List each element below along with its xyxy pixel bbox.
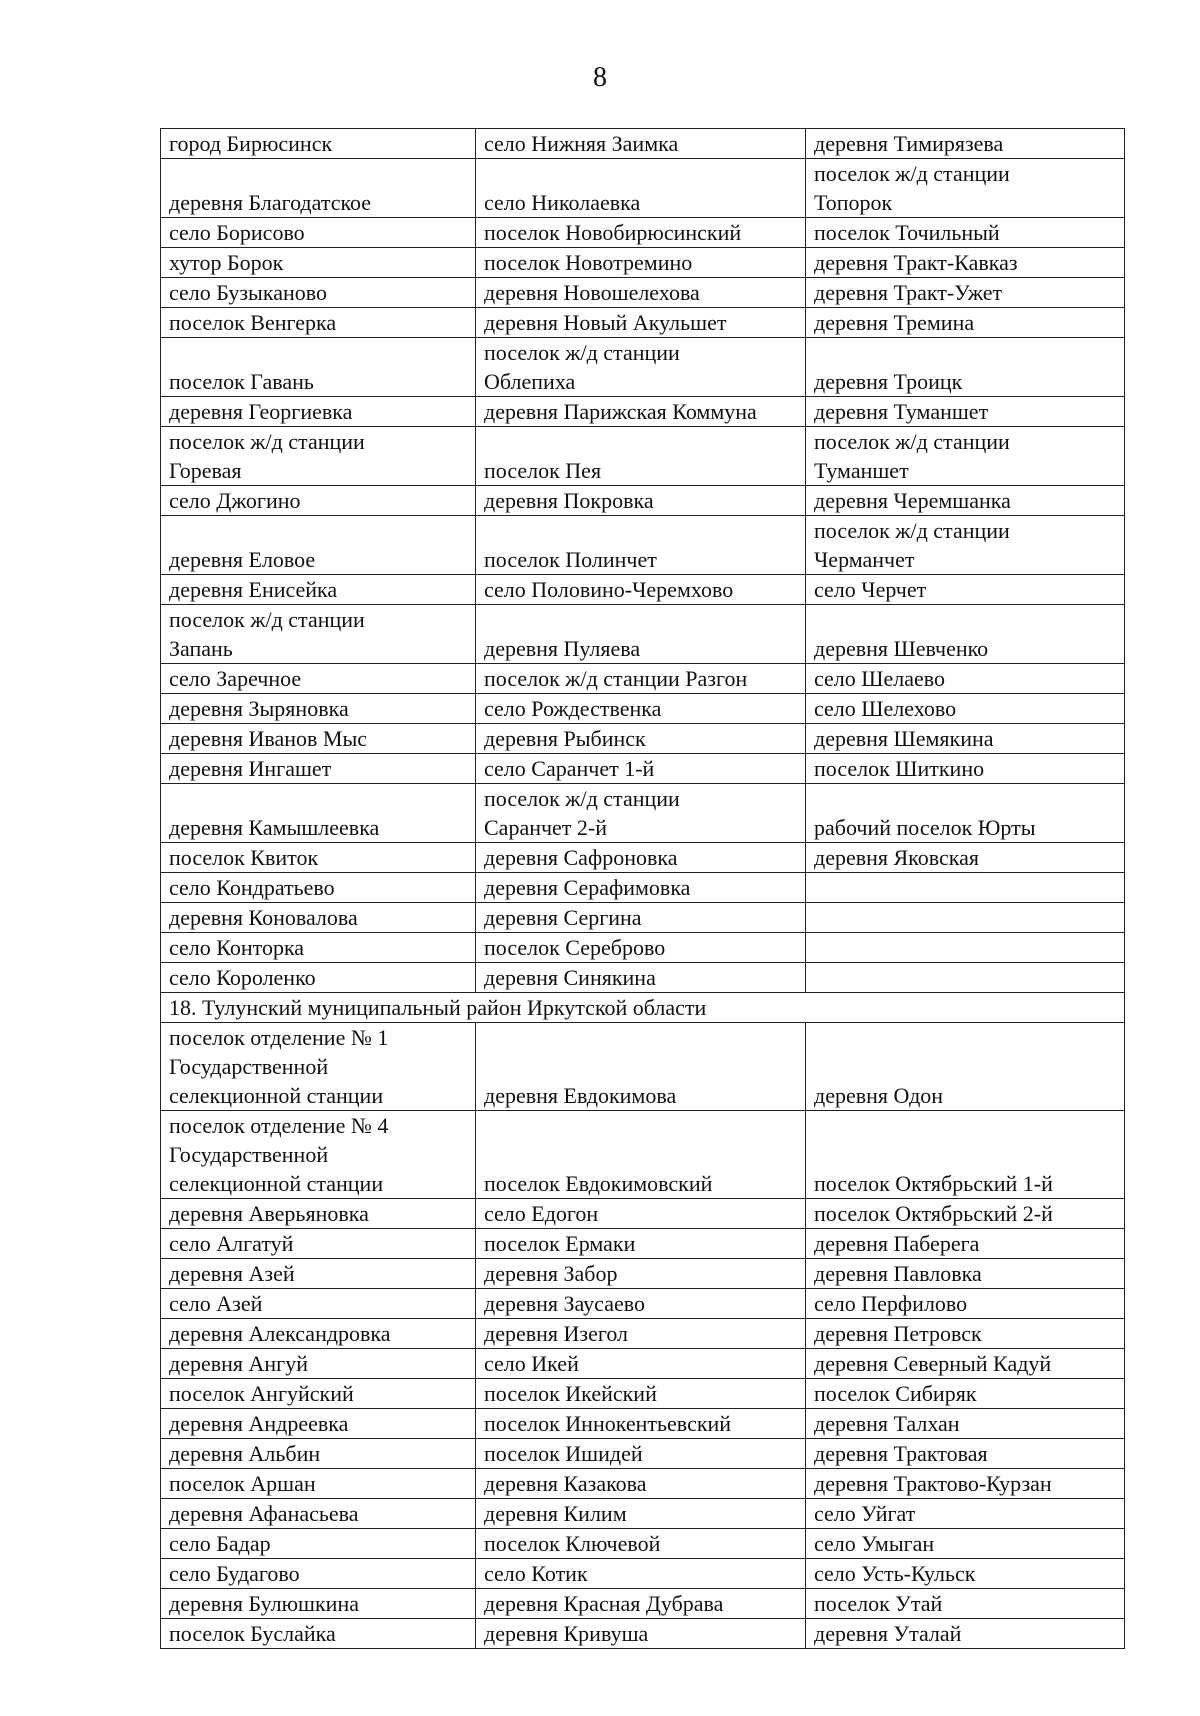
table-cell: село Половино-Черемхово <box>476 575 806 605</box>
table-row <box>161 1023 1125 1111</box>
table-cell: деревня Тракт-Ужет <box>806 278 1125 308</box>
table-cell: село Уйгат <box>806 1499 1125 1529</box>
table-cell: поселок Новотремино <box>476 248 806 278</box>
table-cell <box>806 903 1125 933</box>
table-cell: село Борисово <box>161 218 476 248</box>
table-cell: поселок Точильный <box>806 218 1125 248</box>
table-row <box>161 1379 1125 1409</box>
table-cell: поселок Венгерка <box>161 308 476 338</box>
table-cell: деревня Серафимовка <box>476 873 806 903</box>
table-cell: деревня Одон <box>806 1023 1125 1111</box>
table-cell: деревня Синякина <box>476 963 806 993</box>
table-row <box>161 1229 1125 1259</box>
table-row <box>161 694 1125 724</box>
table-cell: деревня Талхан <box>806 1409 1125 1439</box>
table-cell: деревня Камышлеевка <box>161 784 476 843</box>
table-cell: село Рождественка <box>476 694 806 724</box>
table-cell: поселок Аршан <box>161 1469 476 1499</box>
table-cell: поселок Гавань <box>161 338 476 397</box>
table-cell: поселок ж/д станции Горевая <box>161 427 476 486</box>
table-cell: поселок Ишидей <box>476 1439 806 1469</box>
table-cell: деревня Новошелехова <box>476 278 806 308</box>
table-cell: деревня Северный Кадуй <box>806 1349 1125 1379</box>
table-cell: деревня Тракт-Кавказ <box>806 248 1125 278</box>
page-number: 8 <box>593 62 607 93</box>
table-row <box>161 1559 1125 1589</box>
table-cell: деревня Забор <box>476 1259 806 1289</box>
table-row <box>161 308 1125 338</box>
table-row <box>161 159 1125 218</box>
table-cell: село Усть-Кульск <box>806 1559 1125 1589</box>
table-cell: деревня Новый Акульшет <box>476 308 806 338</box>
table-cell: поселок ж/д станции Саранчет 2-й <box>476 784 806 843</box>
table-cell: деревня Аверьяновка <box>161 1199 476 1229</box>
table-cell: деревня Енисейка <box>161 575 476 605</box>
table-row <box>161 754 1125 784</box>
table-row <box>161 486 1125 516</box>
table-cell: деревня Парижская Коммуна <box>476 397 806 427</box>
table-cell: деревня Тимирязева <box>806 129 1125 159</box>
table-cell: поселок отделение № 4 Государственной селекционной станции <box>161 1111 476 1199</box>
table-cell: село Котик <box>476 1559 806 1589</box>
table-row <box>161 784 1125 843</box>
table-row <box>161 724 1125 754</box>
table-cell: деревня Килим <box>476 1499 806 1529</box>
table-row <box>161 1409 1125 1439</box>
table-cell: поселок Новобирюсинский <box>476 218 806 248</box>
table-row <box>161 427 1125 486</box>
table-cell: деревня Афанасьева <box>161 1499 476 1529</box>
table-cell: деревня Иванов Мыс <box>161 724 476 754</box>
table-row <box>161 664 1125 694</box>
table-row <box>161 218 1125 248</box>
table-cell <box>806 963 1125 993</box>
table-cell: село Кондратьево <box>161 873 476 903</box>
table-cell: поселок Сибиряк <box>806 1379 1125 1409</box>
section-row <box>161 993 1125 1023</box>
table-cell: деревня Зыряновка <box>161 694 476 724</box>
table-cell: поселок Октябрьский 2-й <box>806 1199 1125 1229</box>
table-cell: поселок Ермаки <box>476 1229 806 1259</box>
table-cell: поселок Квиток <box>161 843 476 873</box>
table-cell: деревня Евдокимова <box>476 1023 806 1111</box>
table-row <box>161 1289 1125 1319</box>
table-cell: село Умыган <box>806 1529 1125 1559</box>
table-cell: деревня Благодатское <box>161 159 476 218</box>
table-cell: деревня Альбин <box>161 1439 476 1469</box>
table-cell: деревня Паберега <box>806 1229 1125 1259</box>
table-cell: деревня Георгиевка <box>161 397 476 427</box>
settlements-table <box>160 128 1125 1649</box>
section-title: 18. Тулунский муниципальный район Иркутской области <box>161 993 1125 1023</box>
table-row <box>161 248 1125 278</box>
table-row <box>161 1439 1125 1469</box>
table-cell: деревня Заусаево <box>476 1289 806 1319</box>
table-cell: село Николаевка <box>476 159 806 218</box>
table-cell: село Бузыканово <box>161 278 476 308</box>
table-row <box>161 278 1125 308</box>
table-cell: поселок Шиткино <box>806 754 1125 784</box>
table-cell: село Заречное <box>161 664 476 694</box>
table-cell: село Будагово <box>161 1559 476 1589</box>
table-cell: деревня Александровка <box>161 1319 476 1349</box>
table-row <box>161 1619 1125 1649</box>
table-cell: деревня Ингашет <box>161 754 476 784</box>
table-cell: деревня Яковская <box>806 843 1125 873</box>
table-cell: поселок Октябрьский 1-й <box>806 1111 1125 1199</box>
table-cell: деревня Еловое <box>161 516 476 575</box>
table-row <box>161 1499 1125 1529</box>
table-cell: деревня Трактово-Курзан <box>806 1469 1125 1499</box>
table-cell: поселок Ключевой <box>476 1529 806 1559</box>
table-row <box>161 516 1125 575</box>
table-row <box>161 1589 1125 1619</box>
table-row <box>161 1349 1125 1379</box>
table-cell: деревня Ангуй <box>161 1349 476 1379</box>
table-cell: село Шелаево <box>806 664 1125 694</box>
table-cell: село Алгатуй <box>161 1229 476 1259</box>
table-cell: деревня Булюшкина <box>161 1589 476 1619</box>
table-cell: поселок Утай <box>806 1589 1125 1619</box>
table-cell: деревня Покровка <box>476 486 806 516</box>
table-row <box>161 903 1125 933</box>
table-row <box>161 397 1125 427</box>
table-cell: поселок Ангуйский <box>161 1379 476 1409</box>
table-cell: поселок Икейский <box>476 1379 806 1409</box>
table-cell: рабочий поселок Юрты <box>806 784 1125 843</box>
table-cell: село Азей <box>161 1289 476 1319</box>
table-cell: село Черчет <box>806 575 1125 605</box>
table-cell: поселок ж/д станции Черманчет <box>806 516 1125 575</box>
table-cell: поселок Сереброво <box>476 933 806 963</box>
table-row <box>161 575 1125 605</box>
table-cell: поселок ж/д станции Топорок <box>806 159 1125 218</box>
table-row <box>161 1259 1125 1289</box>
table-cell: деревня Изегол <box>476 1319 806 1349</box>
table-cell: деревня Коновалова <box>161 903 476 933</box>
table-cell: поселок Иннокентьевский <box>476 1409 806 1439</box>
table-row <box>161 1111 1125 1199</box>
table-cell: поселок ж/д станции Облепиха <box>476 338 806 397</box>
table-row <box>161 873 1125 903</box>
table-row <box>161 605 1125 664</box>
table-cell: село Бадар <box>161 1529 476 1559</box>
table-cell: деревня Троицк <box>806 338 1125 397</box>
table-cell: деревня Красная Дубрава <box>476 1589 806 1619</box>
table-row <box>161 338 1125 397</box>
table-cell: село Шелехово <box>806 694 1125 724</box>
table-cell: город Бирюсинск <box>161 129 476 159</box>
table-cell: деревня Туманшет <box>806 397 1125 427</box>
table-cell: село Перфилово <box>806 1289 1125 1319</box>
table-cell: село Конторка <box>161 933 476 963</box>
table-cell: поселок Евдокимовский <box>476 1111 806 1199</box>
table-row <box>161 1469 1125 1499</box>
table-cell: деревня Трактовая <box>806 1439 1125 1469</box>
table-row <box>161 1199 1125 1229</box>
table-cell: хутор Борок <box>161 248 476 278</box>
table-row <box>161 1529 1125 1559</box>
table-row <box>161 1319 1125 1349</box>
table-cell: поселок ж/д станции Туманшет <box>806 427 1125 486</box>
table-cell: поселок ж/д станции Разгон <box>476 664 806 694</box>
table-cell: деревня Павловка <box>806 1259 1125 1289</box>
table-cell: деревня Казакова <box>476 1469 806 1499</box>
table-cell: село Короленко <box>161 963 476 993</box>
table-cell: поселок отделение № 1 Государственной селекционной станции <box>161 1023 476 1111</box>
table-cell: деревня Сергина <box>476 903 806 933</box>
table-cell: поселок Буслайка <box>161 1619 476 1649</box>
table-body-part-2 <box>161 1023 1125 1649</box>
table-cell: село Саранчет 1-й <box>476 754 806 784</box>
table-cell: деревня Шевченко <box>806 605 1125 664</box>
table-cell: деревня Кривуша <box>476 1619 806 1649</box>
table-row <box>161 963 1125 993</box>
table-cell: деревня Пуляева <box>476 605 806 664</box>
table-cell: деревня Тремина <box>806 308 1125 338</box>
table-cell: деревня Черемшанка <box>806 486 1125 516</box>
table-cell: село Икей <box>476 1349 806 1379</box>
table-body-part-1 <box>161 129 1125 993</box>
table-cell: деревня Шемякина <box>806 724 1125 754</box>
table-cell: поселок Полинчет <box>476 516 806 575</box>
table-cell: деревня Уталай <box>806 1619 1125 1649</box>
table-cell: поселок ж/д станции Запань <box>161 605 476 664</box>
table-row <box>161 843 1125 873</box>
table-cell: деревня Рыбинск <box>476 724 806 754</box>
table-cell: деревня Петровск <box>806 1319 1125 1349</box>
table-row <box>161 933 1125 963</box>
table-row <box>161 129 1125 159</box>
table-cell: деревня Андреевка <box>161 1409 476 1439</box>
table-cell: поселок Пея <box>476 427 806 486</box>
table-cell: деревня Сафроновка <box>476 843 806 873</box>
table-cell: деревня Азей <box>161 1259 476 1289</box>
table-cell <box>806 873 1125 903</box>
table-cell <box>806 933 1125 963</box>
table-cell: село Нижняя Заимка <box>476 129 806 159</box>
section-header-group <box>161 993 1125 1023</box>
table-cell: село Едогон <box>476 1199 806 1229</box>
table-cell: село Джогино <box>161 486 476 516</box>
